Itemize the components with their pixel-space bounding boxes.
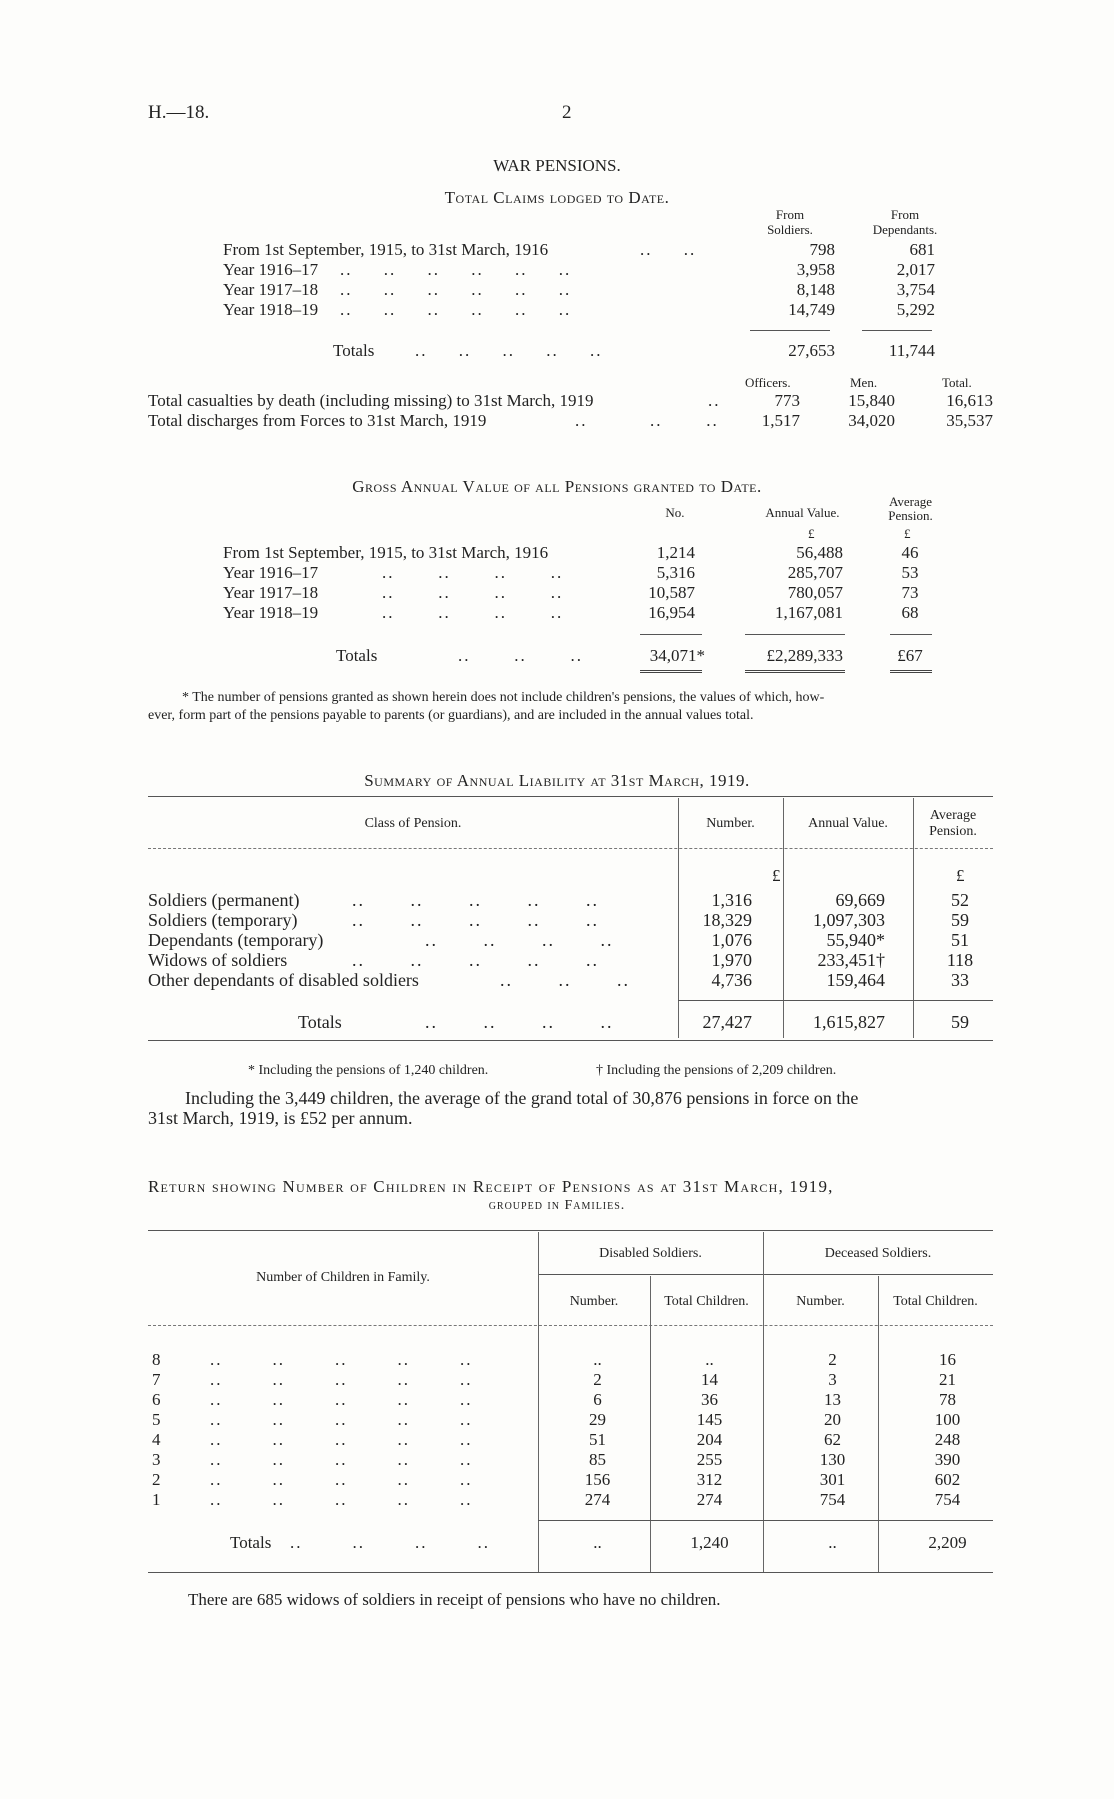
table-row: Total discharges from Forces to 31st March, 1919 .. .. .. 1,517 34,020 35,537	[148, 411, 993, 430]
col-deceased-total: Total Children.	[893, 1294, 978, 1309]
gross-title: Gross Annual Value of all Pensions granted to Date.	[352, 477, 762, 496]
totals-row: Totals .. .. .. .. .. 1,240 .. 2,209	[230, 1533, 967, 1552]
claims-title: Total Claims lodged to Date.	[444, 188, 670, 207]
table-row: Soldiers (permanent) .. .. .. .. .. 1,316 69,669 52	[148, 890, 969, 910]
col-annual-value: Annual Value.	[808, 816, 888, 831]
summary-title: Summary of Annual Liability at 31st March, 1919.	[364, 771, 750, 790]
page-number: 2	[562, 102, 572, 123]
rule	[890, 634, 932, 635]
rule	[862, 330, 932, 331]
header-rule	[148, 1325, 993, 1326]
footnote: † Including the pensions of 2,209 children.	[596, 1063, 837, 1078]
col-disabled-number: Number.	[569, 1294, 619, 1309]
table-row: Widows of soldiers .. .. .. .. .. 1,970 233,451† 118	[148, 950, 974, 970]
col-officers: Officers.	[745, 375, 791, 390]
table-row: 1 .. .. .. .. .. 274 274 754 754	[152, 1490, 961, 1509]
gross-col-avg: Average Pension.	[888, 494, 933, 523]
gross-col-no: No.	[665, 505, 685, 520]
double-rule	[640, 670, 702, 673]
table-row: Other dependants of disabled soldiers .. .. .. 4,736 159,464 33	[148, 970, 969, 990]
col-number: Number.	[706, 816, 755, 831]
col-disabled-total: Total Children.	[664, 1294, 749, 1309]
footnote: * The number of pensions granted as shown herein does not include children's pensions, the values of which, how-	[182, 690, 825, 705]
col-class: Class of Pension.	[364, 816, 462, 831]
footnote: ever, form part of the pensions payable to parents (or guardians), and are included in the annual values total.	[148, 708, 754, 723]
table-row: 4 .. .. .. .. .. 51 204 62 248	[152, 1430, 961, 1449]
table-row: 5 .. .. .. .. .. 29 145 20 100	[152, 1410, 961, 1429]
page-title: WAR PENSIONS.	[493, 156, 621, 175]
rule	[538, 1274, 993, 1275]
table-bottom-rule	[148, 1572, 993, 1573]
unit-pound: £	[904, 526, 911, 541]
col-deceased: Deceased Soldiers.	[824, 1246, 932, 1261]
claims-col-soldiers: From Soldiers.	[767, 207, 813, 237]
col-disabled: Disabled Soldiers.	[599, 1246, 702, 1261]
gross-col-value: Annual Value.	[765, 505, 840, 520]
unit-pound: £	[808, 526, 815, 541]
table-top-rule	[148, 796, 993, 797]
table-row: 7 .. .. .. .. .. 2 14 3 21	[152, 1370, 956, 1389]
table-row: 2 .. .. .. .. .. 156 312 301 602	[152, 1470, 961, 1489]
children-title: Return showing Number of Children in Receipt of Pensions as at 31st March, 1919,	[148, 1177, 834, 1196]
table-row: Year 1916–17 .. .. .. .. 5,316 285,707 53	[223, 563, 919, 582]
paragraph: Including the 3,449 children, the average of the grand total of 30,876 pensions in force on the	[185, 1088, 859, 1108]
rule	[538, 1520, 993, 1521]
rule	[750, 330, 830, 331]
document-reference: H.—18.	[148, 102, 210, 123]
totals-row: Totals .. .. .. .. .. 27,653 11,744	[333, 341, 935, 360]
rule	[678, 1000, 993, 1001]
table-row: Year 1917–18 .. .. .. .. .. .. 8,148 3,754	[223, 280, 935, 299]
unit-pound: £	[772, 866, 781, 885]
closing-note: There are 685 widows of soldiers in receipt of pensions who have no children.	[188, 1590, 721, 1609]
footnote: * Including the pensions of 1,240 children.	[248, 1063, 489, 1078]
table-top-rule	[148, 1230, 993, 1231]
table-row: Soldiers (temporary) .. .. .. .. .. 18,329 1,097,303 59	[148, 910, 969, 930]
children-subtitle: grouped in Families.	[488, 1198, 626, 1213]
table-row: Year 1918–19 .. .. .. .. .. .. 14,749 5,292	[223, 300, 935, 319]
table-row: Year 1917–18 .. .. .. .. 10,587 780,057 73	[223, 583, 919, 602]
rule	[745, 634, 845, 635]
table-row: 3 .. .. .. .. .. 85 255 130 390	[152, 1450, 961, 1469]
table-row: Total casualties by death (including missing) to 31st March, 1919 .. 773 15,840 16,613	[148, 391, 993, 410]
table-bottom-rule	[148, 1040, 993, 1041]
table-row: Dependants (temporary) .. .. .. .. 1,076 55,940* 51	[148, 930, 969, 950]
table-row: 8 .. .. .. .. .. .. .. 2 16	[152, 1350, 956, 1369]
col-men: Men.	[850, 375, 878, 390]
header-rule	[148, 848, 993, 849]
col-average: Average Pension.	[929, 808, 977, 839]
table-row: From 1st September, 1915, to 31st March, 1916 .. .. 798 681	[223, 240, 935, 259]
paragraph: 31st March, 1919, is £52 per annum.	[148, 1108, 413, 1128]
table-row: From 1st September, 1915, to 31st March, 1916 1,214 56,488 46	[223, 543, 919, 562]
col-deceased-number: Number.	[796, 1294, 845, 1309]
col-total: Total.	[942, 375, 972, 390]
rule	[640, 634, 702, 635]
unit-pound: £	[956, 866, 965, 885]
table-row: Year 1916–17 .. .. .. .. .. .. 3,958 2,017	[223, 260, 935, 279]
double-rule	[745, 670, 845, 673]
table-row: 6 .. .. .. .. .. 6 36 13 78	[152, 1390, 956, 1409]
totals-row: Totals .. .. .. 34,071* £2,289,333 £67	[336, 646, 923, 665]
double-rule	[890, 670, 932, 673]
table-row: Year 1918–19 .. .. .. .. 16,954 1,167,081 68	[223, 603, 919, 622]
col-family: Number of Children in Family.	[256, 1270, 430, 1285]
claims-col-dependants: From Dependants.	[872, 207, 938, 237]
totals-row: Totals .. .. .. .. 27,427 1,615,827 59	[298, 1012, 969, 1032]
